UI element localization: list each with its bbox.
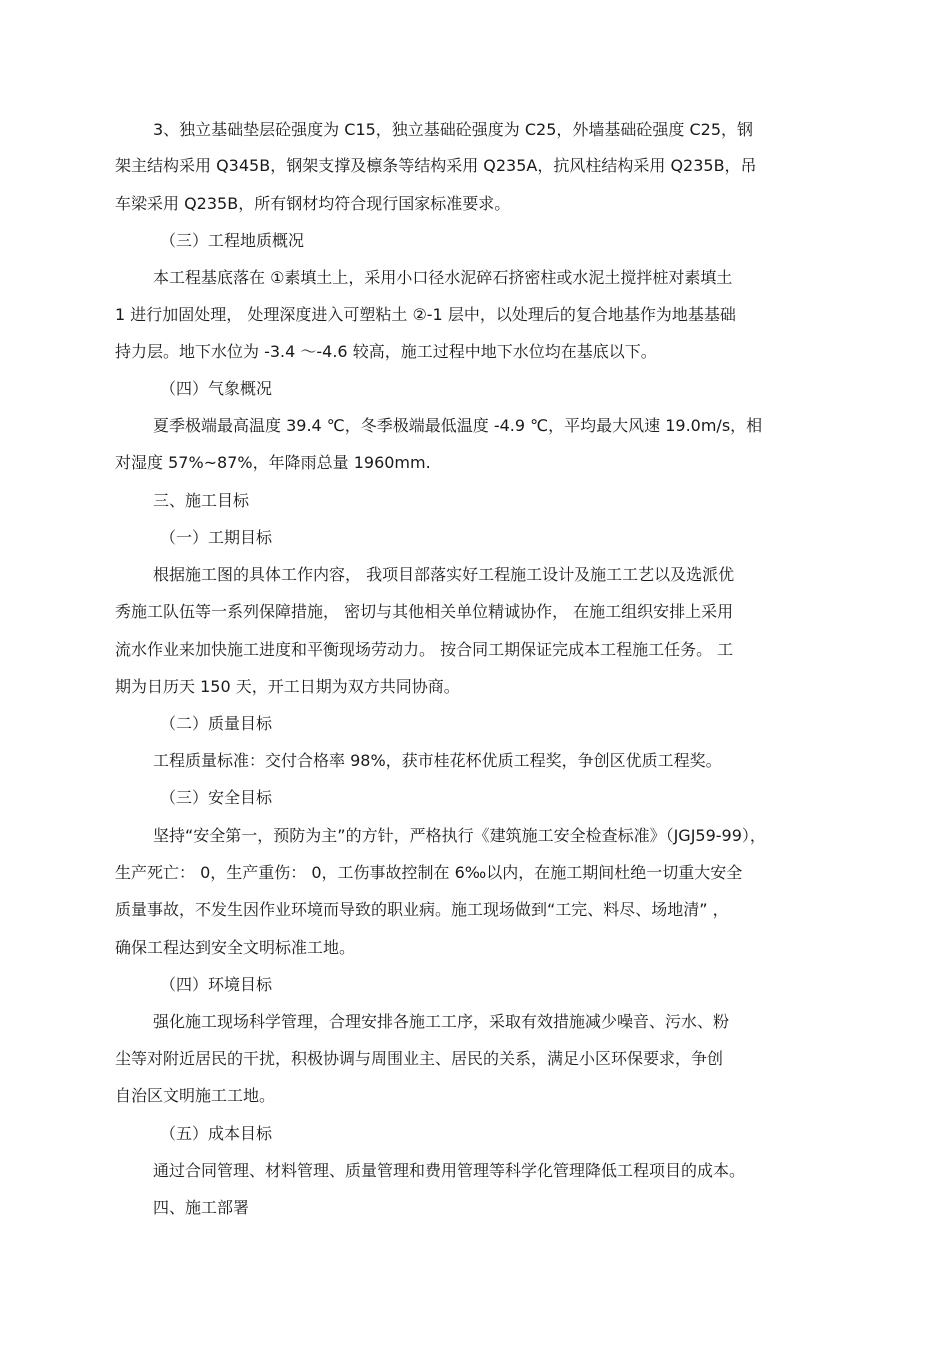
section-heading: 三、施工目标 bbox=[153, 491, 250, 510]
paragraph-line: 1 进行加固处理， 处理深度进入可塑粘土 ②-1 层中，以处理后的复合地基作为地基基础 bbox=[115, 305, 736, 324]
section-heading: （四）环境目标 bbox=[160, 975, 273, 994]
section-heading: （二）质量目标 bbox=[160, 714, 273, 733]
paragraph-line: 强化施工现场科学管理，合理安排各施工工序，采取有效措施减少噪音、污水、粉 bbox=[153, 1012, 730, 1031]
paragraph-line: 本工程基底落在 ①素填土上，采用小口径水泥碎石挤密柱或水泥土搅拌桩对素填土 bbox=[153, 268, 733, 287]
section-heading: （五）成本目标 bbox=[160, 1124, 273, 1143]
section-heading: 四、施工部署 bbox=[153, 1198, 250, 1217]
paragraph-line: 确保工程达到安全文明标准工地。 bbox=[115, 938, 356, 957]
section-heading: （一）工期目标 bbox=[160, 528, 273, 547]
paragraph-line: 秀施工队伍等一系列保障措施， 密切与其他相关单位精诚协作， 在施工组织安排上采用 bbox=[115, 602, 734, 621]
paragraph-line: 生产死亡： 0，生产重伤： 0，工伤事故控制在 6‰以内，在施工期间杜绝一切重大安全 bbox=[115, 863, 743, 882]
paragraph-line: 自治区文明施工工地。 bbox=[115, 1086, 276, 1105]
paragraph-line: 通过合同管理、材料管理、质量管理和费用管理等科学化管理降低工程项目的成本。 bbox=[153, 1161, 746, 1180]
paragraph-line: 对湿度 57%~87%，年降雨总量 1960mm. bbox=[115, 453, 431, 472]
paragraph-line: 3、独立基础垫层砼强度为 C15，独立基础砼强度为 C25，外墙基础砼强度 C25，钢 bbox=[153, 120, 754, 139]
section-heading: （三）工程地质概况 bbox=[160, 231, 305, 250]
section-heading: （三）安全目标 bbox=[160, 788, 273, 807]
paragraph-line: 根据施工图的具体工作内容， 我项目部落实好工程施工设计及施工工艺以及选派优 bbox=[153, 565, 735, 584]
paragraph-line: 架主结构采用 Q345B，钢架支撑及檩条等结构采用 Q235A，抗风柱结构采用 Q235B，吊 bbox=[115, 156, 757, 175]
paragraph-line: 期为日历天 150 天，开工日期为双方共同协商。 bbox=[115, 677, 460, 696]
paragraph-line: 质量事故，不发生因作业环境而导致的职业病。施工现场做到“工完、料尽、场地清” ， bbox=[115, 900, 729, 919]
paragraph-line: 持力层。地下水位为 -3.4 ～-4.6 较高，施工过程中地下水位均在基底以下。 bbox=[115, 342, 657, 361]
section-heading: （四）气象概况 bbox=[160, 379, 273, 398]
paragraph-line: 坚持“安全第一，预防为主”的方针，严格执行《建筑施工安全检查标准》（JGJ59-99）， bbox=[153, 826, 766, 845]
paragraph-line: 工程质量标准：交付合格率 98%，获市桂花杯优质工程奖，争创区优质工程奖。 bbox=[153, 751, 722, 770]
paragraph-line: 车梁采用 Q235B，所有钢材均符合现行国家标准要求。 bbox=[115, 194, 511, 213]
paragraph-line: 尘等对附近居民的干扰，积极协调与周围业主、居民的关系，满足小区环保要求，争创 bbox=[115, 1049, 724, 1068]
paragraph-line: 夏季极端最高温度 39.4 ℃，冬季极端最低温度 -4.9 ℃，平均最大风速 19.0m/s，相 bbox=[153, 416, 763, 435]
paragraph-line: 流水作业来加快施工进度和平衡现场劳动力。 按合同工期保证完成本工程施工任务。 工 bbox=[115, 640, 734, 659]
